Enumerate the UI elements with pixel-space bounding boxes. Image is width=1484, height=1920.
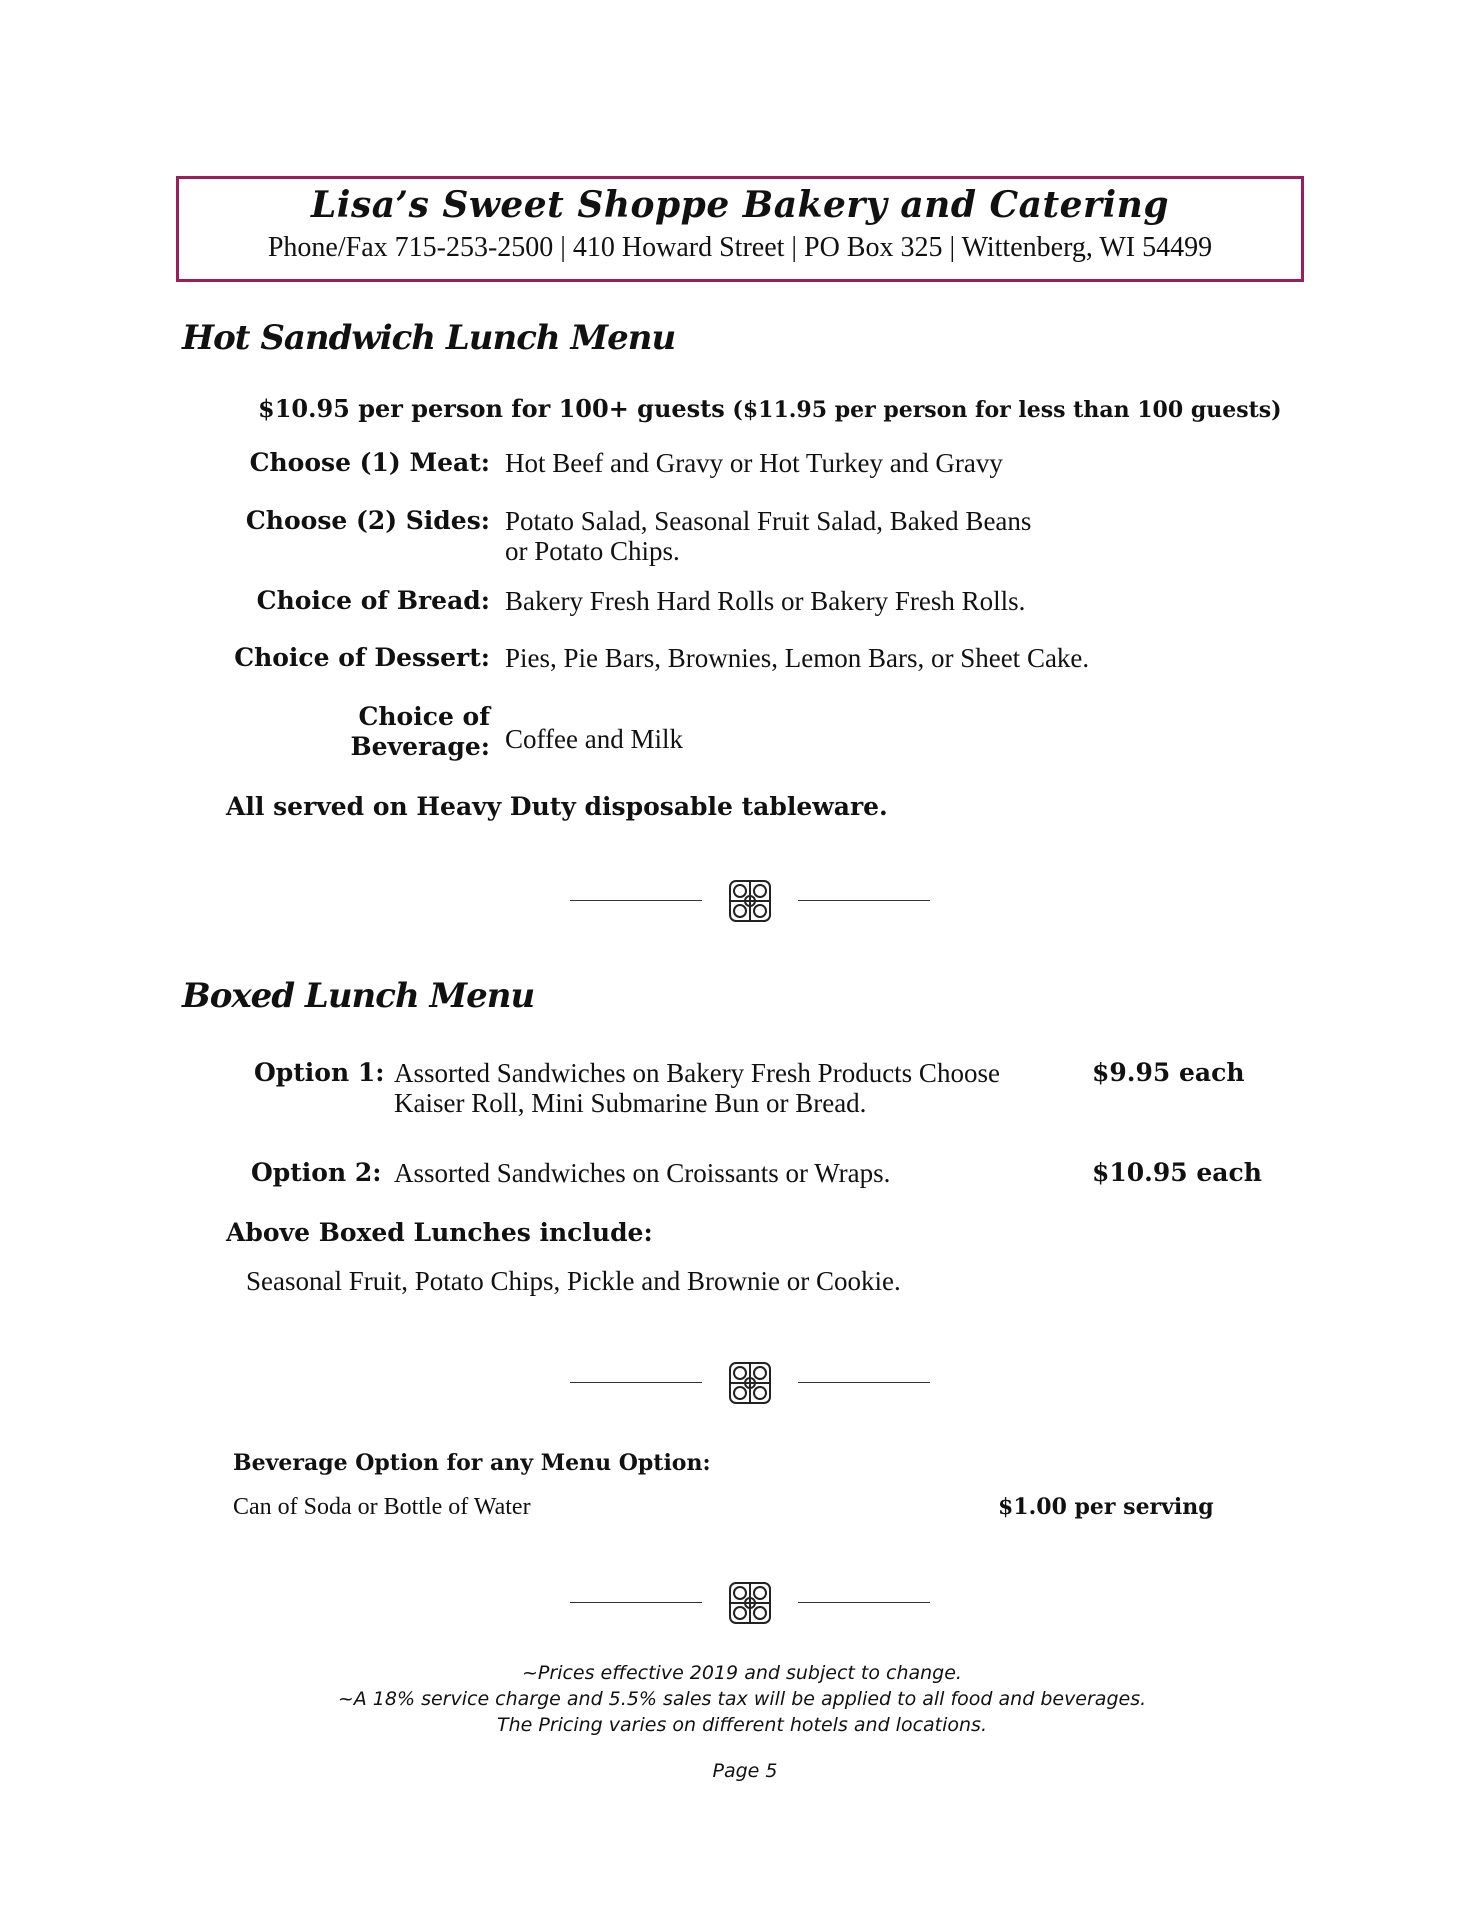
option2-price: $10.95 each — [1092, 1158, 1262, 1187]
footer-line-2: ~A 18% service charge and 5.5% sales tax will be applied to all food and beverages. — [337, 1688, 1147, 1710]
beverage-option-price: $1.00 per serving — [998, 1494, 1214, 1520]
option1-label: Option 1: — [254, 1058, 385, 1087]
option1-price: $9.95 each — [1092, 1058, 1245, 1087]
boxed-lunch-title: Boxed Lunch Menu — [182, 976, 535, 1016]
option1-text-2: Kaiser Roll, Mini Submarine Bun or Bread. — [394, 1088, 867, 1118]
business-name: Lisa’s Sweet Shoppe Bakery and Catering — [310, 184, 1170, 226]
section-divider — [560, 1578, 940, 1628]
beverage-label-2: Beverage: — [350, 732, 490, 761]
footer-line-3: The Pricing varies on different hotels and locations. — [496, 1714, 987, 1736]
bread-label: Choice of Bread: — [256, 586, 490, 615]
sides-label: Choose (2) Sides: — [245, 506, 490, 535]
price-main: $10.95 per person for 100+ guests — [258, 394, 725, 423]
bread-value: Bakery Fresh Hard Rolls or Bakery Fresh Rolls. — [505, 586, 1026, 616]
beverage-label-1: Choice of — [358, 702, 490, 731]
option1-text-1: Assorted Sandwiches on Bakery Fresh Products Choose — [394, 1058, 1000, 1088]
dessert-value: Pies, Pie Bars, Brownies, Lemon Bars, or Sheet Cake. — [505, 643, 1090, 673]
page-number: Page 5 — [712, 1760, 778, 1782]
celtic-knot-ornament-icon — [725, 1358, 775, 1408]
beverage-option-item: Can of Soda or Bottle of Water — [233, 1494, 531, 1520]
celtic-knot-ornament-icon — [725, 1578, 775, 1628]
meat-label: Choose (1) Meat: — [249, 448, 490, 477]
hot-sandwich-title: Hot Sandwich Lunch Menu — [182, 318, 676, 358]
dessert-label: Choice of Dessert: — [234, 643, 490, 672]
meat-value: Hot Beef and Gravy or Hot Turkey and Gravy — [505, 448, 1003, 478]
section-divider — [560, 876, 940, 926]
beverage-value: Coffee and Milk — [505, 724, 683, 754]
option2-text: Assorted Sandwiches on Croissants or Wraps. — [394, 1158, 891, 1188]
option2-label: Option 2: — [251, 1158, 382, 1187]
include-heading: Above Boxed Lunches include: — [226, 1218, 653, 1247]
sides-value-1: Potato Salad, Seasonal Fruit Salad, Baked Beans — [505, 506, 1032, 536]
include-text: Seasonal Fruit, Potato Chips, Pickle and Brownie or Cookie. — [246, 1266, 901, 1296]
price-alt: ($11.95 per person for less than 100 guests) — [732, 397, 1282, 423]
hot-sandwich-price-line — [258, 394, 1282, 423]
footer-line-1: ~Prices effective 2019 and subject to change. — [522, 1662, 962, 1684]
business-contact: Phone/Fax 715-253-2500 | 410 Howard Street | PO Box 325 | Wittenberg, WI 54499 — [267, 232, 1213, 263]
celtic-knot-ornament-icon — [725, 876, 775, 926]
section-divider — [560, 1358, 940, 1408]
sides-value-2: or Potato Chips. — [505, 536, 680, 566]
tableware-note: All served on Heavy Duty disposable tableware. — [226, 792, 888, 821]
beverage-option-heading: Beverage Option for any Menu Option: — [233, 1450, 711, 1476]
